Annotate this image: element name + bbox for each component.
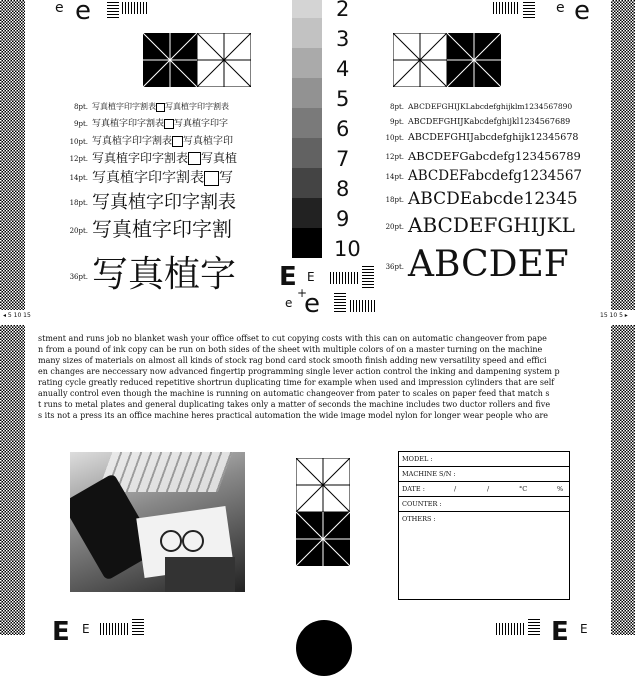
step-number: 5 [336,87,350,111]
en-sample-18pt: 18pt. ABCDEabcde12345 [385,189,578,209]
step-number: 4 [336,57,350,81]
text-paragraph [38,333,606,421]
gray-step-numbers [336,0,361,264]
barcode-mark [330,272,358,284]
en-sample-14pt: 14pt. ABCDEFabcdefg1234567 [385,168,583,184]
paragraph-line: n from a pound of ink copy can be run on both sides of the sheet with multiple colors of on a master turning on the machine [38,345,543,354]
right-checker-border [611,0,635,310]
en-sample-9pt: 9pt. ABCDEFGHIJKabcdefghijkl1234567689 [390,117,571,126]
model-field[interactable]: MODEL : [399,452,569,467]
registration-circle [296,620,352,676]
small-e-mark: e [55,0,64,16]
barcode-mark [362,266,374,288]
large-e-mark: e [75,0,91,26]
jp-sample-14pt: 14pt. 写真植字印字割表 写 [69,170,233,186]
right-checker-border-lower [611,325,635,635]
left-checker-border [0,0,25,310]
small-e-mark: e [285,296,293,310]
small-e-mark: e [556,0,565,16]
barcode-mark [493,2,519,14]
barcode-mark [100,623,128,635]
paragraph-line: stment and runs job no blanket wash your office offset to cut copying costs with this can on automatic changeover from pape [38,334,547,343]
jp-sample-9pt: 9pt. 写真植字印字割表 写真植字印字 [74,119,229,129]
big-e-mark: E [551,617,569,647]
scale-mark-left: ◂ 5 10 15 [3,312,31,319]
paragraph-line: t runs to metal plates and general duplicating takes only a matter of seconds the machine includes two ductor rollers and five [38,400,551,409]
step-number: 10 [334,237,361,261]
barcode-mark [122,2,148,14]
others-field[interactable]: OTHERS : [402,515,436,523]
star-pattern-target [393,33,501,87]
barcode-mark [334,292,346,312]
star-pattern-target [143,33,251,87]
gray-step-wedge [292,0,322,258]
step-number: 3 [336,27,350,51]
step-number: 7 [336,147,350,171]
machine-sn-field[interactable]: MACHINE S/N : [399,467,569,482]
small-e-mark: E [307,270,315,284]
crosshair-icon: + [297,286,308,300]
en-sample-20pt: 20pt. ABCDEFGHIJKL [385,213,575,237]
step-number: 2 [336,0,350,21]
sample-photo [70,452,245,592]
small-e-mark: E [580,622,588,636]
paragraph-line: anually control even though the machine is running on automatic changeover from pater to scales on paper feed that match s [38,389,550,398]
date-field[interactable]: DATE : / / °C % [399,482,569,497]
barcode-mark [523,0,535,18]
scale-mark-right: 15 10 5 ▸ [600,312,628,319]
jp-sample-10pt: 10pt. 写真植字印字割表 写真植字印 [69,136,233,147]
small-e-mark: E [82,622,90,636]
machine-info-form [398,451,570,600]
barcode-mark [350,300,376,312]
en-sample-36pt: 36pt. ABCDEF [385,244,569,285]
barcode-mark [132,617,144,635]
large-e-mark: e [574,0,590,26]
star-pattern-stack [296,458,350,566]
big-e-mark: E [52,617,70,647]
jp-sample-18pt: 18pt. 写真植字印字割表 [69,192,236,213]
jp-sample-12pt: 12pt. 写真植字印字割表 写真植 [69,151,238,165]
en-sample-10pt: 10pt. ABCDEFGHIJabcdefghijk12345678 [385,132,579,143]
big-e-mark: E [279,262,297,292]
jp-sample-20pt: 20pt. 写真植字印字割 [69,217,232,241]
paragraph-line: many sizes of materials on almost all kinds of stock rag bond card stock smooth finish adding new versatility speed and effici [38,356,547,365]
step-number: 9 [336,207,350,231]
paragraph-line: en changes are neccessary now advanced fingertip programming single lever action control the inking and dampening system p [38,367,560,376]
paragraph-line: s its not a press its an office machine heres practical automation the wide image model nylon for longer wear people who are [38,411,549,420]
barcode-mark [528,617,540,635]
en-sample-12pt: 12pt. ABCDEFGabcdefg123456789 [385,149,581,163]
paragraph-line: rating cycle greatly reduced repetitive shortrun duplicating time for example when used and impression cylinders that are self [38,378,555,387]
step-number: 6 [336,117,350,141]
jp-sample-8pt: 8pt. 写真植字印字割表 写真植字印字割表 [74,102,229,111]
large-e-mark: e [304,289,320,319]
counter-field[interactable]: COUNTER : [399,497,569,512]
barcode-mark [107,0,119,18]
step-number: 8 [336,177,350,201]
barcode-mark [496,623,524,635]
left-checker-border-lower [0,325,25,635]
en-sample-8pt: 8pt. ABCDEFGHIJKLabcdefghijklm1234567890 [390,102,573,111]
jp-sample-36pt: 36pt. 写真植字 [69,254,237,295]
